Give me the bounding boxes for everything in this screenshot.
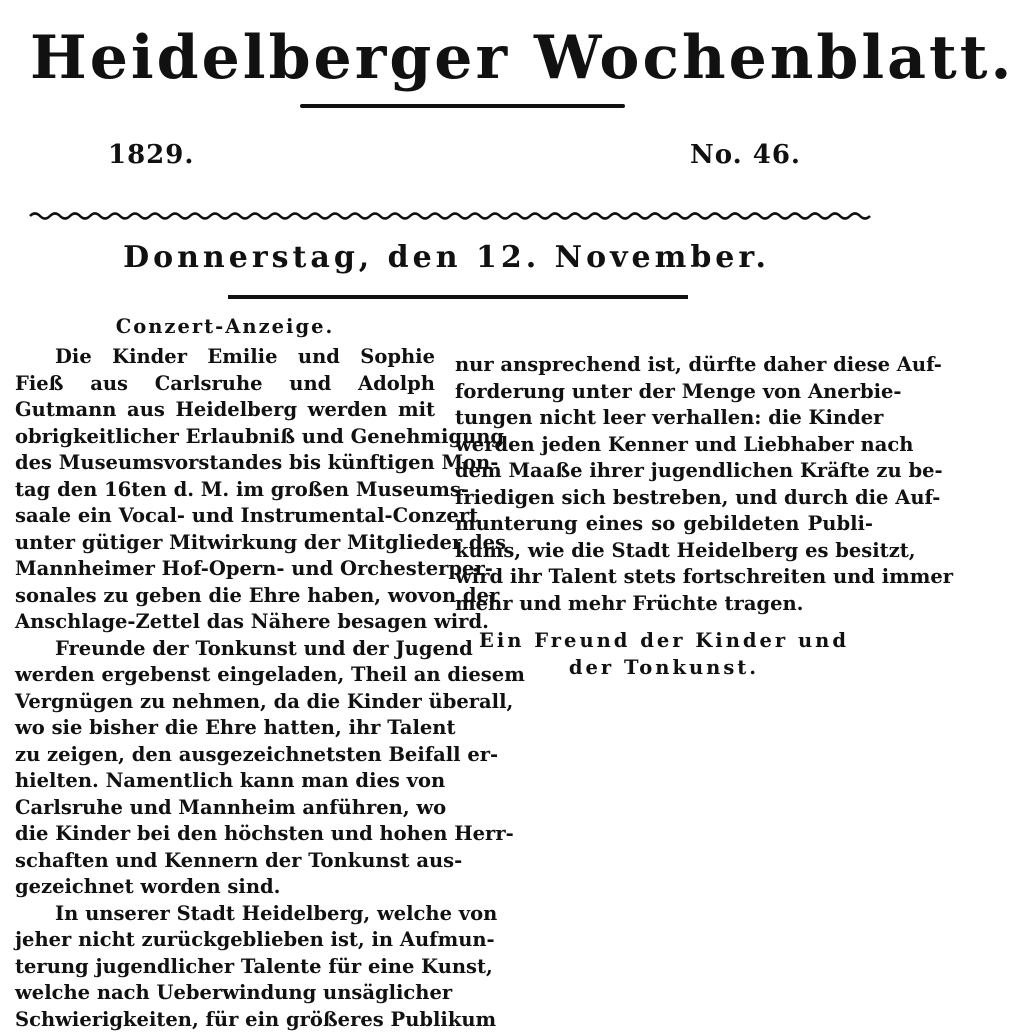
text-line: dem Maaße ihrer jugendlichen Kräfte zu be- [455, 458, 873, 485]
signature-line-1: Ein Freund der Kinder und [455, 627, 873, 654]
text-line: nur ansprechend ist, dürfte daher diese Auf- [455, 352, 873, 379]
text-line: sonales zu geben die Ehre haben, wovon der [15, 583, 435, 610]
text-line: zu zeigen, den ausgezeichnetsten Beifall er- [15, 742, 435, 769]
issue-year: 1829. [108, 140, 194, 170]
signature [455, 627, 873, 681]
left-column-text [15, 344, 435, 1033]
issue-number: No. 46. [690, 140, 801, 170]
text-line: unter gütiger Mitwirkung der Mitglieder des [15, 530, 435, 557]
text-line: wo sie bisher die Ehre hatten, ihr Talent [15, 715, 435, 742]
text-line: Schwierigkeiten, für ein größeres Publikum [15, 1007, 435, 1033]
text-line: Mannheimer Hof-Opern- und Orchesterper- [15, 556, 435, 583]
right-column [455, 352, 873, 681]
right-column-text [455, 352, 873, 617]
dateline: Donnerstag, den 12. November. [0, 240, 893, 275]
text-line: werden jeden Kenner und Liebhaber nach [455, 432, 873, 459]
text-line: schaften und Kennern der Tonkunst aus- [15, 848, 435, 875]
text-line: gezeichnet worden sind. [15, 874, 435, 901]
signature-line-2: der Tonkunst. [455, 654, 873, 681]
text-line: hielten. Namentlich kann man dies von [15, 768, 435, 795]
text-line: welche nach Ueberwindung unsäglicher [15, 980, 435, 1007]
text-line: forderung unter der Menge von Anerbie- [455, 379, 873, 406]
text-line: Fieß aus Carlsruhe und Adolph [15, 371, 435, 398]
text-line: saale ein Vocal- und Instrumental-Conzert [15, 503, 435, 530]
text-line: obrigkeitlicher Erlaubniß und Genehmigung [15, 424, 435, 451]
text-line: wird ihr Talent stets fortschreiten und immer [455, 564, 873, 591]
text-line: des Museumsvorstandes bis künftigen Mon- [15, 450, 435, 477]
dateline-rule [228, 295, 688, 299]
text-line: tag den 16ten d. M. im großen Museums- [15, 477, 435, 504]
text-line: friedigen sich bestreben, und durch die Auf- [455, 485, 873, 512]
text-line: Gutmann aus Heidelberg werden mit [15, 397, 435, 424]
article-heading: Conzert-Anzeige. [15, 312, 435, 342]
text-line: tungen nicht leer verhallen: die Kinder [455, 405, 873, 432]
text-line: Carlsruhe und Mannheim anführen, wo [15, 795, 435, 822]
masthead-rule [300, 104, 625, 108]
text-line: Anschlage-Zettel das Nähere besagen wird. [15, 609, 435, 636]
text-line: Freunde der Tonkunst und der Jugend [15, 636, 435, 663]
text-line: mehr und mehr Früchte tragen. [455, 591, 873, 618]
text-line: terung jugendlicher Talente für eine Kunst, [15, 954, 435, 981]
text-line: werden ergebenst eingeladen, Theil an diesem [15, 662, 435, 689]
wavy-rule-top [30, 211, 875, 221]
text-line: munterung eines so gebildeten Publi- [455, 511, 873, 538]
masthead-title: Heidelberger Wochenblatt. [30, 18, 880, 98]
text-line: jeher nicht zurückgeblieben ist, in Aufmun- [15, 927, 435, 954]
text-line: Die Kinder Emilie und Sophie [15, 344, 435, 371]
text-line: kums, wie die Stadt Heidelberg es besitzt, [455, 538, 873, 565]
text-line: die Kinder bei den höchsten und hohen Herr- [15, 821, 435, 848]
left-column [15, 312, 435, 1033]
text-line: In unserer Stadt Heidelberg, welche von [15, 901, 435, 928]
text-line: Vergnügen zu nehmen, da die Kinder überall, [15, 689, 435, 716]
